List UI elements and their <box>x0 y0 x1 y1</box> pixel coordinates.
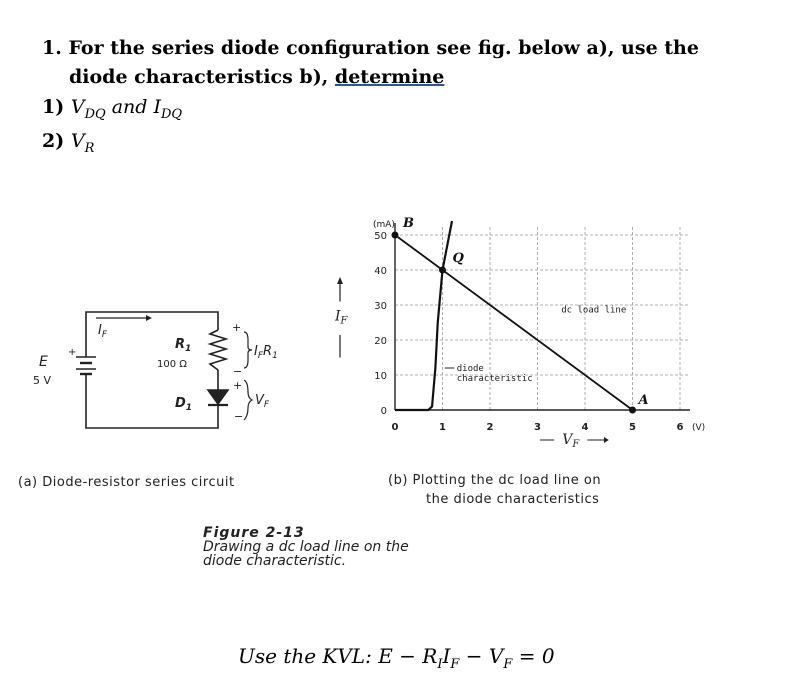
x-axis-label: $V_F$ <box>562 432 580 450</box>
kvl-minus-2: − <box>459 644 489 668</box>
diode-voltage-brace <box>244 380 252 420</box>
diode-plus: + <box>233 379 243 392</box>
figure-number: Figure 2-13 <box>203 525 305 541</box>
figure-caption <box>203 526 409 568</box>
task-1-and: and <box>105 96 154 118</box>
x-tick-label-2: 2 <box>486 422 494 433</box>
load-line-annotation: dc load line <box>561 305 627 316</box>
task-1-var-b: I <box>153 96 161 118</box>
kvl-minus-1: − <box>392 644 423 668</box>
chart-caption-line1: (b) Plotting the dc load line on <box>388 473 602 488</box>
x-tick-label-5: 5 <box>629 422 636 433</box>
resistor-plus: + <box>232 321 242 334</box>
circuit-wire-left <box>86 378 218 428</box>
diode-symbol <box>208 390 228 404</box>
task-2-var: V <box>70 130 85 152</box>
x-tick-label-1: 1 <box>439 422 446 433</box>
circuit-labels <box>33 321 278 423</box>
resistor-voltage-label: $I_FR_1$ <box>254 344 278 361</box>
kvl-R: R <box>422 644 438 668</box>
y-tick-label-10: 10 <box>374 371 387 382</box>
y-tick-label-50: 50 <box>374 231 387 242</box>
source-name: E <box>39 354 48 370</box>
figure-desc-line1: Drawing a dc load line on the <box>203 539 409 555</box>
task-1-number: 1) <box>42 96 65 118</box>
resistor-minus: − <box>233 365 243 378</box>
kvl-E: E <box>378 644 393 668</box>
question-line1: For the series diode configuration see fig. below a), use the <box>68 37 699 59</box>
kvl-I: I <box>442 644 451 668</box>
circuit-caption: (a) Diode-resistor series circuit <box>18 475 235 490</box>
point-Q <box>439 267 446 274</box>
circuit-wire-top <box>86 312 218 330</box>
x-unit: (V) <box>692 423 706 433</box>
task-1-var-a-sub: DQ <box>84 106 106 122</box>
current-label: $I_F$ <box>98 323 108 340</box>
kvl-V: V <box>488 644 504 668</box>
y-axis-arrow-head <box>337 277 343 284</box>
resistor-value: 100 Ω <box>157 359 187 370</box>
kvl-V-sub: F <box>503 657 513 672</box>
y-tick-label-30: 30 <box>374 301 387 312</box>
kvl-equation <box>238 644 555 672</box>
kvl-prefix: Use the KVL: <box>238 644 379 668</box>
point-label-B: B <box>403 216 414 231</box>
y-tick-label-0: 0 <box>380 406 387 417</box>
diode-annotation-line2: characteristic <box>456 374 533 384</box>
diode-characteristic-curve <box>395 221 452 410</box>
resistor-voltage-brace <box>244 332 252 368</box>
point-label-Q: Q <box>452 251 464 266</box>
y-tick-label-40: 40 <box>374 266 387 277</box>
y-tick-label-20: 20 <box>374 336 387 347</box>
x-tick-label-4: 4 <box>581 422 589 433</box>
x-tick-label-6: 6 <box>676 422 684 433</box>
resistor-symbol <box>210 330 226 370</box>
question-number: 1. <box>42 37 62 59</box>
kvl-I-sub: F <box>450 657 460 672</box>
figure-desc-line2: diode characteristic. <box>203 553 347 569</box>
resistor-name: $R_1$ <box>175 337 192 354</box>
point-B <box>392 232 399 239</box>
point-A <box>629 407 636 414</box>
diode-minus: − <box>234 410 244 423</box>
x-tick-label-0: 0 <box>391 422 399 433</box>
diode-voltage-label: $V_F$ <box>255 393 270 410</box>
determine-keyword: determine <box>334 66 445 88</box>
question-line2-text: diode characteristics b), <box>69 66 335 88</box>
task-2-number: 2) <box>42 130 65 152</box>
kvl-R-sub: I <box>437 657 443 672</box>
current-arrow-head <box>146 315 152 321</box>
kvl-equals: = 0 <box>512 644 555 668</box>
task-1-var-a: V <box>70 96 85 118</box>
diode-annotation-line1: diode <box>456 364 484 374</box>
x-tick-label-3: 3 <box>534 422 541 433</box>
task-2-var-sub: R <box>84 140 95 156</box>
source-value: 5 V <box>33 374 52 387</box>
task-1-var-b-sub: DQ <box>161 106 183 122</box>
diode-name: $D_1$ <box>175 396 193 413</box>
x-axis-label-arrow-head <box>604 437 609 443</box>
chart-caption-line2: the diode characteristics <box>426 492 600 507</box>
point-label-A: A <box>638 393 649 408</box>
diode-chart <box>334 216 705 450</box>
y-axis-label: $I_F$ <box>335 308 348 327</box>
y-unit: (mA) <box>373 220 395 230</box>
battery-plus: + <box>68 347 77 358</box>
